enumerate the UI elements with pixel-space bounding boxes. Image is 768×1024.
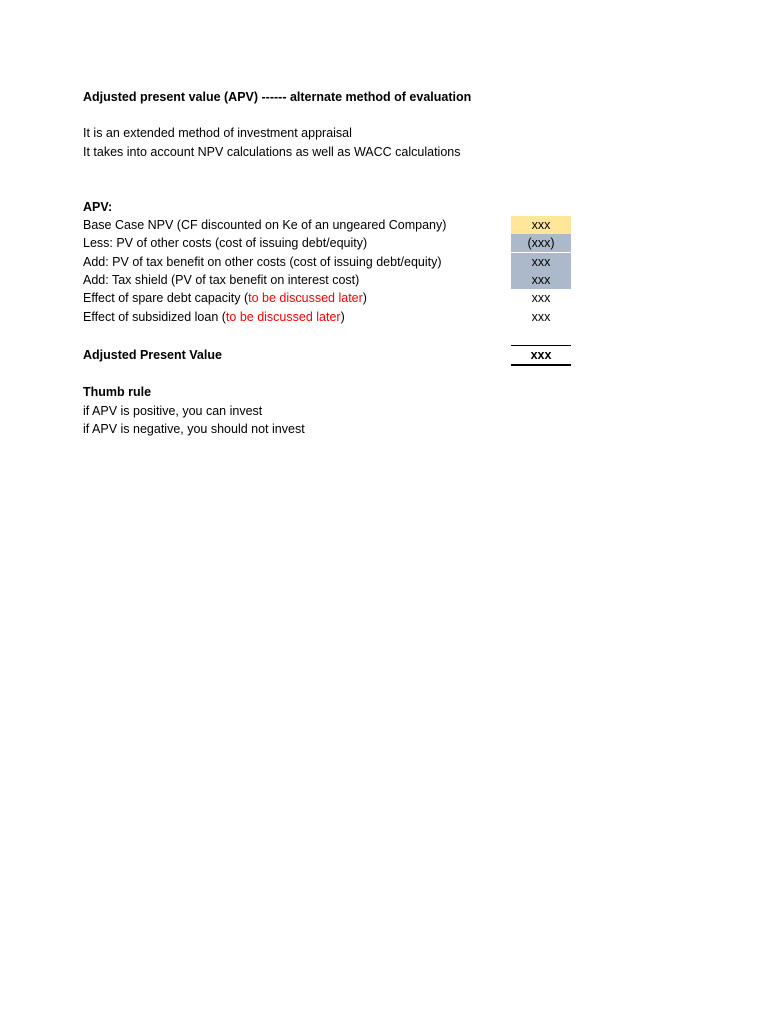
label-prefix: Effect of subsidized loan ( — [83, 310, 226, 324]
intro-line-2: It takes into account NPV calculations as well as WACC calculations — [83, 145, 461, 159]
label-note: to be discussed later — [225, 310, 341, 324]
total-label: Adjusted Present Value — [83, 348, 222, 362]
thumb-rule-line-2: if APV is negative, you should not invest — [83, 422, 305, 436]
apv-row-label-tax-shield: Add: Tax shield (PV of tax benefit on interest cost) — [83, 273, 360, 287]
thumb-rule-line-1: if APV is positive, you can invest — [83, 404, 263, 418]
total-value: xxx — [511, 345, 571, 366]
apv-row-value-pv-tax-benefit-other-costs: xxx — [511, 253, 571, 271]
apv-row-value-pv-other-costs: (xxx) — [511, 234, 571, 252]
apv-row-label-pv-other-costs: Less: PV of other costs (cost of issuing debt/equity) — [83, 236, 368, 250]
apv-row-label-spare-debt-capacity — [83, 289, 367, 307]
label-note: to be discussed later — [248, 291, 363, 305]
apv-row-label-subsidized-loan — [83, 308, 345, 326]
thumb-rule-heading: Thumb rule — [83, 385, 152, 399]
apv-row-value-subsidized-loan: xxx — [531, 310, 551, 324]
apv-row-label-pv-tax-benefit-other-costs: Add: PV of tax benefit on other costs (cost of issuing debt/equity) — [83, 255, 442, 269]
apv-row-value-spare-debt-capacity: xxx — [531, 291, 551, 305]
apv-row-label-base-case-npv: Base Case NPV (CF discounted on Ke of an ungeared Company) — [83, 218, 447, 232]
intro-line-1: It is an extended method of investment appraisal — [83, 126, 352, 140]
label-suffix: ) — [340, 310, 345, 324]
label-prefix: Effect of spare debt capacity ( — [83, 291, 249, 305]
apv-heading: APV: — [83, 200, 113, 214]
label-suffix: ) — [362, 291, 367, 305]
page-title: Adjusted present value (APV) ------ alternate method of evaluation — [83, 90, 472, 104]
apv-row-value-base-case-npv: xxx — [511, 216, 571, 234]
apv-row-value-tax-shield: xxx — [511, 271, 571, 289]
